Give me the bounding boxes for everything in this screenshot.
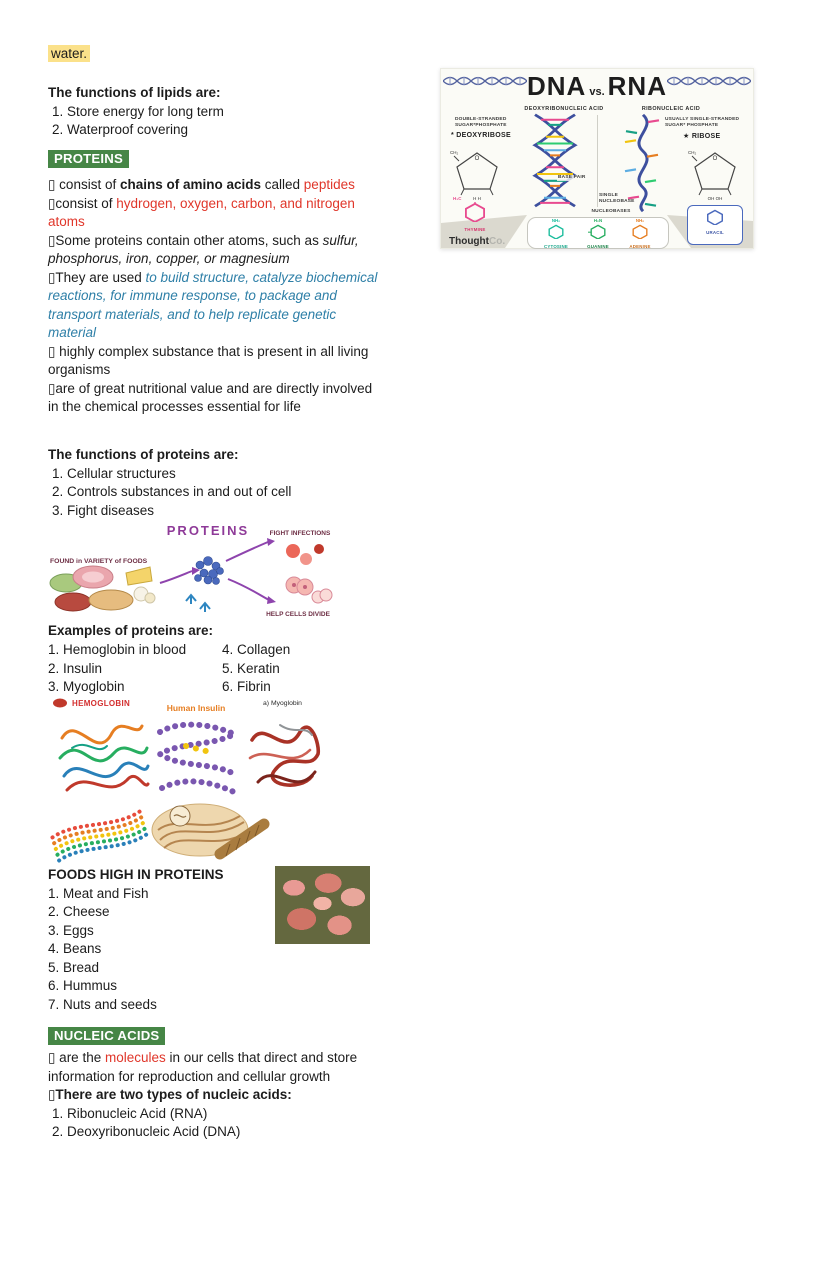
guanine-label: GUANINE [587, 243, 609, 249]
collagen-graphic [148, 792, 272, 866]
lipids-section [48, 84, 384, 140]
fight-infections-label: FIGHT INFECTIONS [269, 530, 331, 537]
guanine-molecule [577, 219, 619, 249]
text-run: ▯Some proteins contain other atoms, such as [48, 232, 323, 248]
guanine-ring [588, 224, 608, 239]
nucleic-bullet [48, 1049, 384, 1086]
chem-ch2: CH₂ [450, 150, 459, 155]
protein-examples-heading: Examples of proteins are: [48, 623, 214, 638]
foods-section [48, 866, 268, 1014]
illustration-title: PROTEINS [166, 523, 250, 538]
thoughtco-watermark [449, 231, 505, 249]
text-run-bold: chains of amino acids [119, 177, 262, 192]
foods-label: FOUND in VARIETY of FOODS [50, 558, 148, 565]
text-run: called [261, 177, 304, 192]
list-item: 1. Ribonucleic Acid (RNA) [52, 1105, 208, 1121]
title-dna: DNA [527, 71, 587, 101]
title-vs: vs. [589, 86, 605, 98]
myoglobin-image [240, 692, 325, 802]
help-cells-divide-label: HELP CELLS DIVIDE [266, 611, 330, 618]
annotation-line: SUGAR* PHOSPHATE [665, 122, 719, 128]
blood-cell-icon [52, 698, 68, 708]
protein-functions-illustration [48, 521, 333, 618]
title-rna: RNA [607, 71, 667, 101]
nucleobases-label: NUCLEOBASES [591, 209, 631, 214]
list-item: 6. Hummus [48, 978, 118, 993]
list-item: 3. Fight diseases [52, 502, 155, 518]
rna-annotation [665, 117, 749, 129]
dna-subtitle: DEOXYRIBONUCLEIC ACID [524, 106, 604, 112]
proteins-section [48, 176, 386, 417]
annotation-line: DOUBLE-STRANDED [455, 117, 507, 122]
deoxyribose-label: * DEOXYRIBOSE [451, 132, 511, 139]
annotation-line: SUGAR*PHOSPHATE [455, 122, 507, 128]
adenine-label: ADENINE [629, 243, 651, 249]
list-item: 1. Store energy for long term [52, 103, 224, 119]
chem-h3c: H₃C [453, 196, 462, 201]
list-item: 1. Hemoglobin in blood [48, 642, 187, 657]
protein-bullet: ▯are of great nutritional value and are directly involved in the chemical processes essential for life [48, 380, 373, 414]
protein-bullet [48, 269, 386, 343]
ribose-structure [687, 145, 743, 201]
chem-o: O [474, 156, 480, 162]
foods-heading: FOODS HIGH IN PROTEINS [48, 867, 224, 882]
meat-photo [275, 866, 370, 944]
uracil-label: URACIL [706, 230, 724, 235]
highlighted-text: water. [48, 45, 90, 62]
chem-h2n: H₂N [593, 218, 603, 223]
nucleic-acids-section [48, 1049, 384, 1142]
text-run: ▯They are used [48, 269, 146, 285]
chem-bottom-left: H H [473, 196, 481, 201]
list-item: 2. Cheese [48, 904, 110, 919]
list-item: 7. Nuts and seeds [48, 996, 157, 1012]
base-pair-label: BASE PAIR [558, 175, 586, 180]
text-run-teal: to build structure, catalyze biochemical reactions, for immune response, to package and transport materials, and to help replicate genetic material [48, 269, 378, 340]
protein-functions-section [48, 446, 384, 520]
chem-o: O [712, 156, 718, 162]
list-item: 5. Keratin [222, 660, 280, 676]
myoglobin-label: a) Myoglobin [263, 700, 302, 707]
thymine-molecule [453, 197, 497, 232]
list-item: 1. Meat and Fish [48, 885, 149, 901]
insulin-label: Human Insulin [166, 703, 226, 713]
watermark-light: Co. [488, 236, 506, 247]
collagen-image [148, 792, 272, 866]
text-run: in our cells that direct and store information for reproduction and cellular growth [48, 1050, 358, 1084]
list-item: 6. Fibrin [222, 679, 271, 694]
watermark-bold: Thought [449, 236, 489, 247]
examples-column-left [48, 641, 186, 697]
lipids-heading: The functions of lipids are: [48, 85, 221, 100]
list-item: 2. Deoxyribonucleic Acid (DNA) [52, 1124, 241, 1139]
text-run-red: peptides [303, 177, 355, 192]
chem-nh2: NH₂ [551, 218, 561, 223]
protein-helix-graphic [48, 806, 154, 866]
thymine-ring [463, 202, 487, 222]
dna-annotation [455, 117, 529, 129]
label-line: NUCLEOBASE [599, 198, 635, 204]
protein-examples-section [48, 622, 384, 698]
annotation-line: USUALLY SINGLE-STRANDED [665, 117, 740, 122]
text-run-italic: sulfur, phosphorus, iron, copper, or magnesium [48, 232, 359, 266]
chem-bottom-right: OH OH [707, 196, 723, 201]
protein-bullet [48, 232, 386, 269]
ribose-label: ★ RIBOSE [683, 133, 721, 140]
protein-functions-heading: The functions of proteins are: [48, 447, 239, 462]
protein-bullet [48, 176, 386, 195]
hemoglobin-structure-graphic [52, 708, 152, 798]
list-item: 3. Myoglobin [48, 679, 125, 694]
list-item: 3. Eggs [48, 922, 94, 938]
list-item: 2. Waterproof covering [52, 122, 189, 137]
hemoglobin-label: HEMOGLOBIN [72, 698, 131, 708]
figure-title [441, 71, 753, 102]
cytosine-ring [546, 224, 566, 239]
text-run: ▯ consist of [48, 177, 120, 192]
thymine-label: THYMINE [464, 226, 486, 232]
nucleic-acids-badge-label: NUCLEIC ACIDS [48, 1027, 165, 1045]
chem-nh2: NH₂ [635, 218, 645, 223]
chem-ch2: CH₂ [688, 150, 697, 155]
protein-bullet [48, 195, 386, 232]
adenine-molecule [619, 219, 661, 249]
text-run: ▯consist of [48, 195, 117, 211]
text-run: ▯ are the [48, 1050, 105, 1065]
adenine-ring [630, 224, 650, 239]
hemoglobin-image [52, 698, 152, 804]
nucleic-types-heading: ▯There are two types of nucleic acids: [48, 1087, 292, 1102]
list-item: 4. Beans [48, 941, 102, 956]
cytosine-label: CYTOSINE [544, 243, 568, 249]
rna-subtitle: RIBONUCLEIC ACID [641, 106, 701, 112]
insulin-image [150, 698, 242, 804]
cytosine-molecule [535, 219, 577, 249]
protein-functions-graphic [48, 521, 333, 618]
list-item: 2. Controls substances in and out of cell [52, 484, 292, 499]
list-item: 1. Cellular structures [52, 465, 176, 481]
uracil-box [687, 205, 743, 245]
figure-divider [597, 115, 598, 207]
list-item: 5. Bread [48, 959, 100, 975]
proteins-badge-label: PROTEINS [48, 150, 129, 168]
text-run-red: molecules [104, 1050, 166, 1065]
dna-rna-figure [440, 68, 754, 249]
label-line: SINGLE [599, 193, 619, 198]
protein-helix-image [48, 806, 154, 866]
protein-bullet: ▯ highly complex substance that is present in all living organisms [48, 343, 369, 377]
water-line [48, 45, 90, 64]
nucleic-acids-badge [48, 1027, 165, 1045]
proteins-badge [48, 150, 129, 168]
list-item: 4. Collagen [222, 642, 291, 657]
deoxyribose-structure [449, 145, 505, 201]
text-run-red: hydrogen, oxygen, carbon, and nitrogen atoms [48, 195, 355, 229]
list-item: 2. Insulin [48, 660, 103, 676]
uracil-ring [705, 209, 725, 225]
myoglobin-structure-graphic [240, 710, 325, 805]
examples-column-right [222, 641, 290, 697]
